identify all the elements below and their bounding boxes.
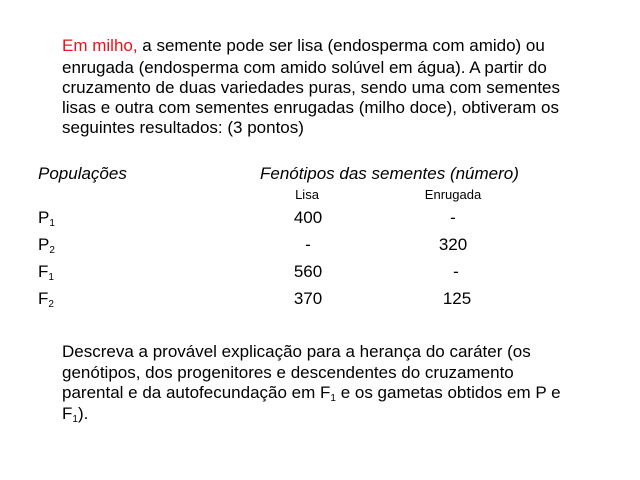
question-line-2: genótipos, dos progenitores e descendentes do cruzamento — [62, 363, 514, 382]
row-label: $F_1$ — [38, 262, 54, 283]
cell-enrugada: - — [450, 208, 456, 227]
phenotypes-header: Fenótipos das sementes (número) — [260, 164, 519, 183]
row-label: $P_1$ — [38, 208, 55, 229]
populations-header: Populações — [38, 164, 127, 183]
question-line-3: parental e da autofecundação em $F_1$ e os gametas obtidos em P e — [62, 383, 561, 404]
cell-enrugada: 320 — [438, 235, 468, 254]
intro-highlight: Em milho, — [62, 36, 138, 55]
column-header-enrugada: Enrugada — [424, 187, 482, 202]
intro-text: a semente pode ser lisa (endosperma com amido) ou — [137, 36, 545, 55]
row-label: $P_2$ — [38, 235, 55, 256]
column-header-lisa: Lisa — [295, 187, 319, 202]
intro-line-2: enrugada (endosperma com amido solúvel em água). A partir do — [62, 58, 547, 77]
cell-enrugada: - — [453, 262, 459, 281]
intro-line-3: cruzamento de duas variedades puras, sendo uma com sementes — [62, 78, 560, 97]
question-line-1: Descreva a provável explicação para a herança do caráter (os — [62, 342, 531, 361]
row-label: $F_2$ — [38, 289, 54, 310]
cell-lisa: 400 — [293, 208, 323, 227]
cell-enrugada: 125 — [442, 289, 472, 308]
intro-line-5: seguintes resultados: (3 pontos) — [62, 118, 304, 137]
cell-lisa: 370 — [293, 289, 323, 308]
intro-line-4: lisas e outra com sementes enrugadas (milho doce), obtiveram os — [62, 98, 560, 117]
cell-lisa: - — [305, 235, 311, 254]
intro-line-1 — [62, 36, 545, 56]
cell-lisa: 560 — [293, 262, 323, 281]
question-line-4: $F_1$). — [62, 404, 89, 425]
